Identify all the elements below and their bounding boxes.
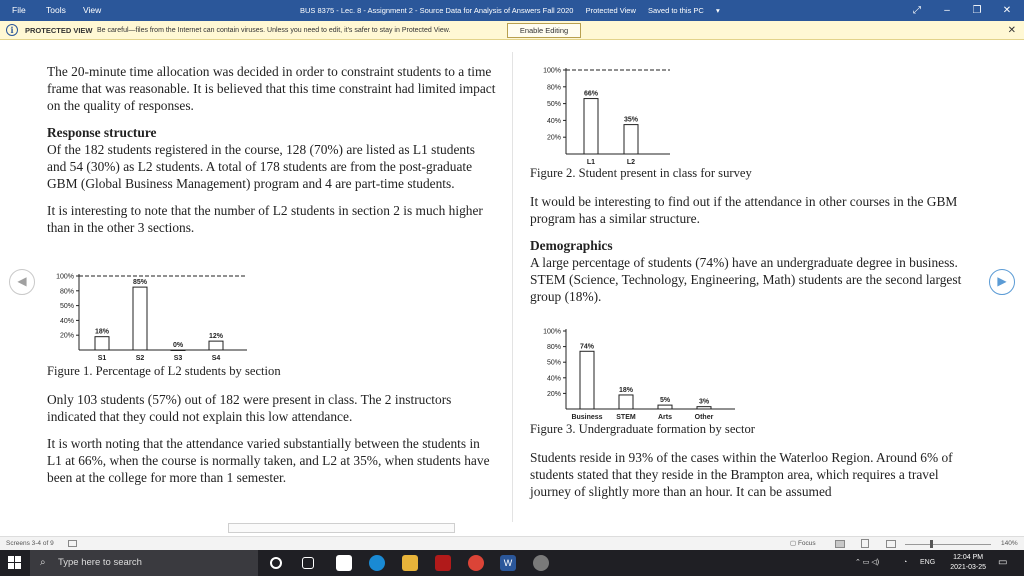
store-icon[interactable]	[336, 555, 352, 571]
heading-demographics: Demographics	[530, 238, 613, 253]
read-mode-icon[interactable]	[835, 540, 845, 548]
paragraph: It would be interesting to find out if the attendance in other courses in the GBM program has a similar structure.	[530, 194, 958, 226]
close-icon[interactable]: ✕	[1007, 25, 1016, 36]
x-tick-label: L2	[626, 159, 636, 166]
y-tick-label: 100%	[543, 67, 561, 75]
x-tick-label: L1	[586, 159, 596, 166]
status-bar	[0, 536, 1024, 550]
right-page-column-lower	[530, 449, 980, 510]
document-title-area	[300, 0, 740, 21]
task-view-icon[interactable]	[302, 557, 314, 569]
windows-taskbar	[0, 550, 1024, 576]
x-tick-label: S1	[97, 355, 107, 362]
word-app-icon[interactable]: W	[500, 555, 516, 571]
y-tick-label: 100%	[543, 328, 561, 336]
document-title: BUS 8375 - Lec. 8 - Assignment 2 - Source Data for Analysis of Answers Fall 2020	[300, 6, 574, 15]
paragraph: Only 103 students (57%) out of 182 were present in class. The 2 instructors indicated that they could not explain this low attendance.	[47, 392, 452, 424]
y-tick-label: 20%	[546, 390, 561, 398]
figure-2-svg	[530, 62, 680, 166]
data-label: 3%	[698, 398, 710, 406]
figure-3-chart	[530, 323, 745, 426]
input-language[interactable]: ENG	[920, 559, 936, 566]
paragraph: It is interesting to note that the number of L2 students in section 2 is much higher than in the other 3 sections.	[47, 203, 483, 235]
horizontal-scrollbar[interactable]	[228, 523, 455, 533]
y-tick-label: 40%	[59, 317, 74, 325]
protected-view-mode: Protected View	[585, 6, 636, 15]
data-label: 18%	[618, 386, 634, 394]
proofing-icon[interactable]	[68, 540, 77, 547]
app-icon[interactable]	[533, 555, 549, 571]
figure-3-svg	[530, 323, 745, 421]
paragraph: The 20-minute time allocation was decided in order to constraint students to a time frame that was reasonable. It is believed that this time constraint had limited impact on the quality of responses.	[47, 64, 496, 113]
bar	[580, 351, 594, 409]
menu-view[interactable]: View	[83, 5, 102, 15]
search-placeholder: Type here to search	[58, 557, 142, 568]
figure-2-caption: Figure 2. Student present in class for survey	[530, 166, 752, 180]
bar	[584, 99, 598, 154]
data-label: 18%	[94, 328, 110, 336]
save-status-label: Saved to this PC	[647, 6, 704, 15]
focus-mode-icon[interactable]: ⤢	[913, 5, 921, 16]
y-tick-label: 20%	[59, 332, 74, 340]
minimize-button[interactable]: –	[944, 5, 950, 16]
heading-response-structure: Response structure	[47, 125, 157, 140]
page-divider	[512, 52, 513, 522]
zoom-slider[interactable]	[905, 544, 991, 545]
chevron-right-icon: ▶	[997, 274, 1007, 288]
notification-icon[interactable]: ▭	[998, 557, 1008, 568]
protected-view-message: Be careful—files from the Internet can contain viruses. Unless you need to edit, it's safer to stay in Protected View.	[97, 27, 451, 34]
print-layout-icon[interactable]	[861, 539, 869, 548]
bar	[658, 405, 672, 409]
save-status[interactable]	[648, 6, 730, 15]
zoom-level[interactable]: 140%	[1001, 540, 1018, 547]
network-icon[interactable]: ◔	[903, 559, 908, 566]
y-tick-label: 40%	[546, 375, 561, 383]
cortana-icon[interactable]	[270, 557, 282, 569]
x-tick-label: STEM	[616, 414, 636, 421]
figure-1-chart	[47, 268, 257, 369]
paragraph: It is worth noting that the attendance varied substantially between the students in L1 at 66%, when the course is normally taken, and L2 at 35%, when students have been at the college for more than 1 semester.	[47, 436, 490, 485]
system-clock[interactable]	[950, 553, 986, 573]
figure-2-chart	[530, 62, 680, 171]
data-label: 12%	[208, 333, 224, 341]
paragraph: Students reside in 93% of the cases within the Waterloo Region. Around 6% of students stated that they reside in the Brampton area, which requires a travel journey of slightly more than an hour. It can be assumed	[530, 450, 953, 499]
y-tick-label: 80%	[546, 344, 561, 352]
data-label: 74%	[579, 343, 595, 351]
taskbar-search-input[interactable]	[30, 550, 258, 576]
title-bar	[0, 0, 1024, 21]
enable-editing-button[interactable]: Enable Editing	[507, 23, 581, 38]
figure-1-caption: Figure 1. Percentage of L2 students by section	[47, 364, 281, 378]
x-tick-label: Other	[694, 414, 714, 421]
paragraph: A large percentage of students (74%) have an undergraduate degree in business. STEM (Science, Technology, Engineering, Math) students are the second largest group (18%).	[530, 255, 962, 304]
data-label: 0%	[172, 342, 184, 349]
chevron-left-icon: ◀	[17, 274, 27, 288]
left-page-column	[47, 63, 497, 246]
x-tick-label: S3	[173, 355, 183, 362]
web-layout-icon[interactable]	[886, 540, 896, 548]
bar	[697, 407, 711, 409]
data-label: 5%	[659, 397, 671, 405]
zoom-slider-thumb[interactable]	[930, 540, 933, 548]
bar	[209, 341, 223, 350]
x-tick-label: S2	[135, 355, 145, 362]
menu-tools[interactable]: Tools	[46, 5, 66, 15]
y-tick-label: 40%	[546, 117, 561, 125]
chevron-down-icon: ▾	[715, 6, 720, 15]
document-area	[0, 40, 1024, 536]
bar	[624, 125, 638, 154]
restore-button[interactable]: ❐	[972, 5, 982, 16]
protected-view-bar	[0, 21, 1024, 40]
protected-view-label: PROTECTED VIEW	[25, 26, 93, 35]
y-tick-label: 80%	[546, 84, 561, 92]
figure-3-caption: Figure 3. Undergraduate formation by sector	[530, 422, 755, 436]
y-tick-label: 50%	[59, 303, 74, 311]
bar	[95, 337, 109, 350]
y-tick-label: 50%	[546, 359, 561, 367]
data-label: 85%	[132, 279, 148, 287]
y-tick-label: 80%	[59, 288, 74, 296]
focus-label: Focus	[797, 540, 816, 547]
y-tick-label: 50%	[546, 101, 561, 109]
data-label: 66%	[583, 90, 599, 98]
next-screen-button[interactable]	[989, 269, 1015, 295]
screen-count: Screens 3-4 of 9	[6, 540, 54, 547]
bar	[619, 395, 633, 409]
edge-browser-icon[interactable]	[369, 555, 385, 571]
bar	[133, 287, 147, 350]
paragraph: Of the 182 students registered in the course, 128 (70%) are listed as L1 students and 54 (30%) as L2 students. A total of 178 students are from the post-graduate GBM (Global Business Management) program and 4 are part-time students.	[47, 142, 476, 191]
focus-button[interactable]: ▢ Focus	[790, 540, 816, 547]
close-window-button[interactable]: ✕	[1002, 5, 1012, 16]
previous-screen-button[interactable]	[9, 269, 35, 295]
x-tick-label: S4	[211, 355, 221, 362]
app-icon[interactable]	[435, 555, 451, 571]
y-tick-label: 100%	[56, 273, 74, 281]
windows-start-icon[interactable]	[8, 556, 21, 569]
search-icon: ⌕	[40, 557, 46, 568]
y-tick-label: 20%	[546, 134, 561, 142]
clock-time: 12:04 PM	[953, 554, 984, 561]
menu-file[interactable]: File	[12, 5, 26, 15]
x-tick-label: Business	[571, 414, 603, 421]
right-page-column	[530, 193, 980, 315]
bar	[171, 350, 185, 351]
clock-date: 2021-03-25	[950, 564, 986, 571]
system-tray-icons[interactable]: ⌃ ▭ ◁)	[855, 559, 880, 566]
left-page-column-lower	[47, 391, 497, 496]
file-explorer-icon[interactable]	[402, 555, 418, 571]
info-icon: i	[6, 24, 18, 36]
chrome-browser-icon[interactable]	[468, 555, 484, 571]
data-label: 35%	[623, 116, 639, 124]
x-tick-label: Arts	[657, 414, 673, 421]
figure-1-svg	[47, 268, 257, 364]
